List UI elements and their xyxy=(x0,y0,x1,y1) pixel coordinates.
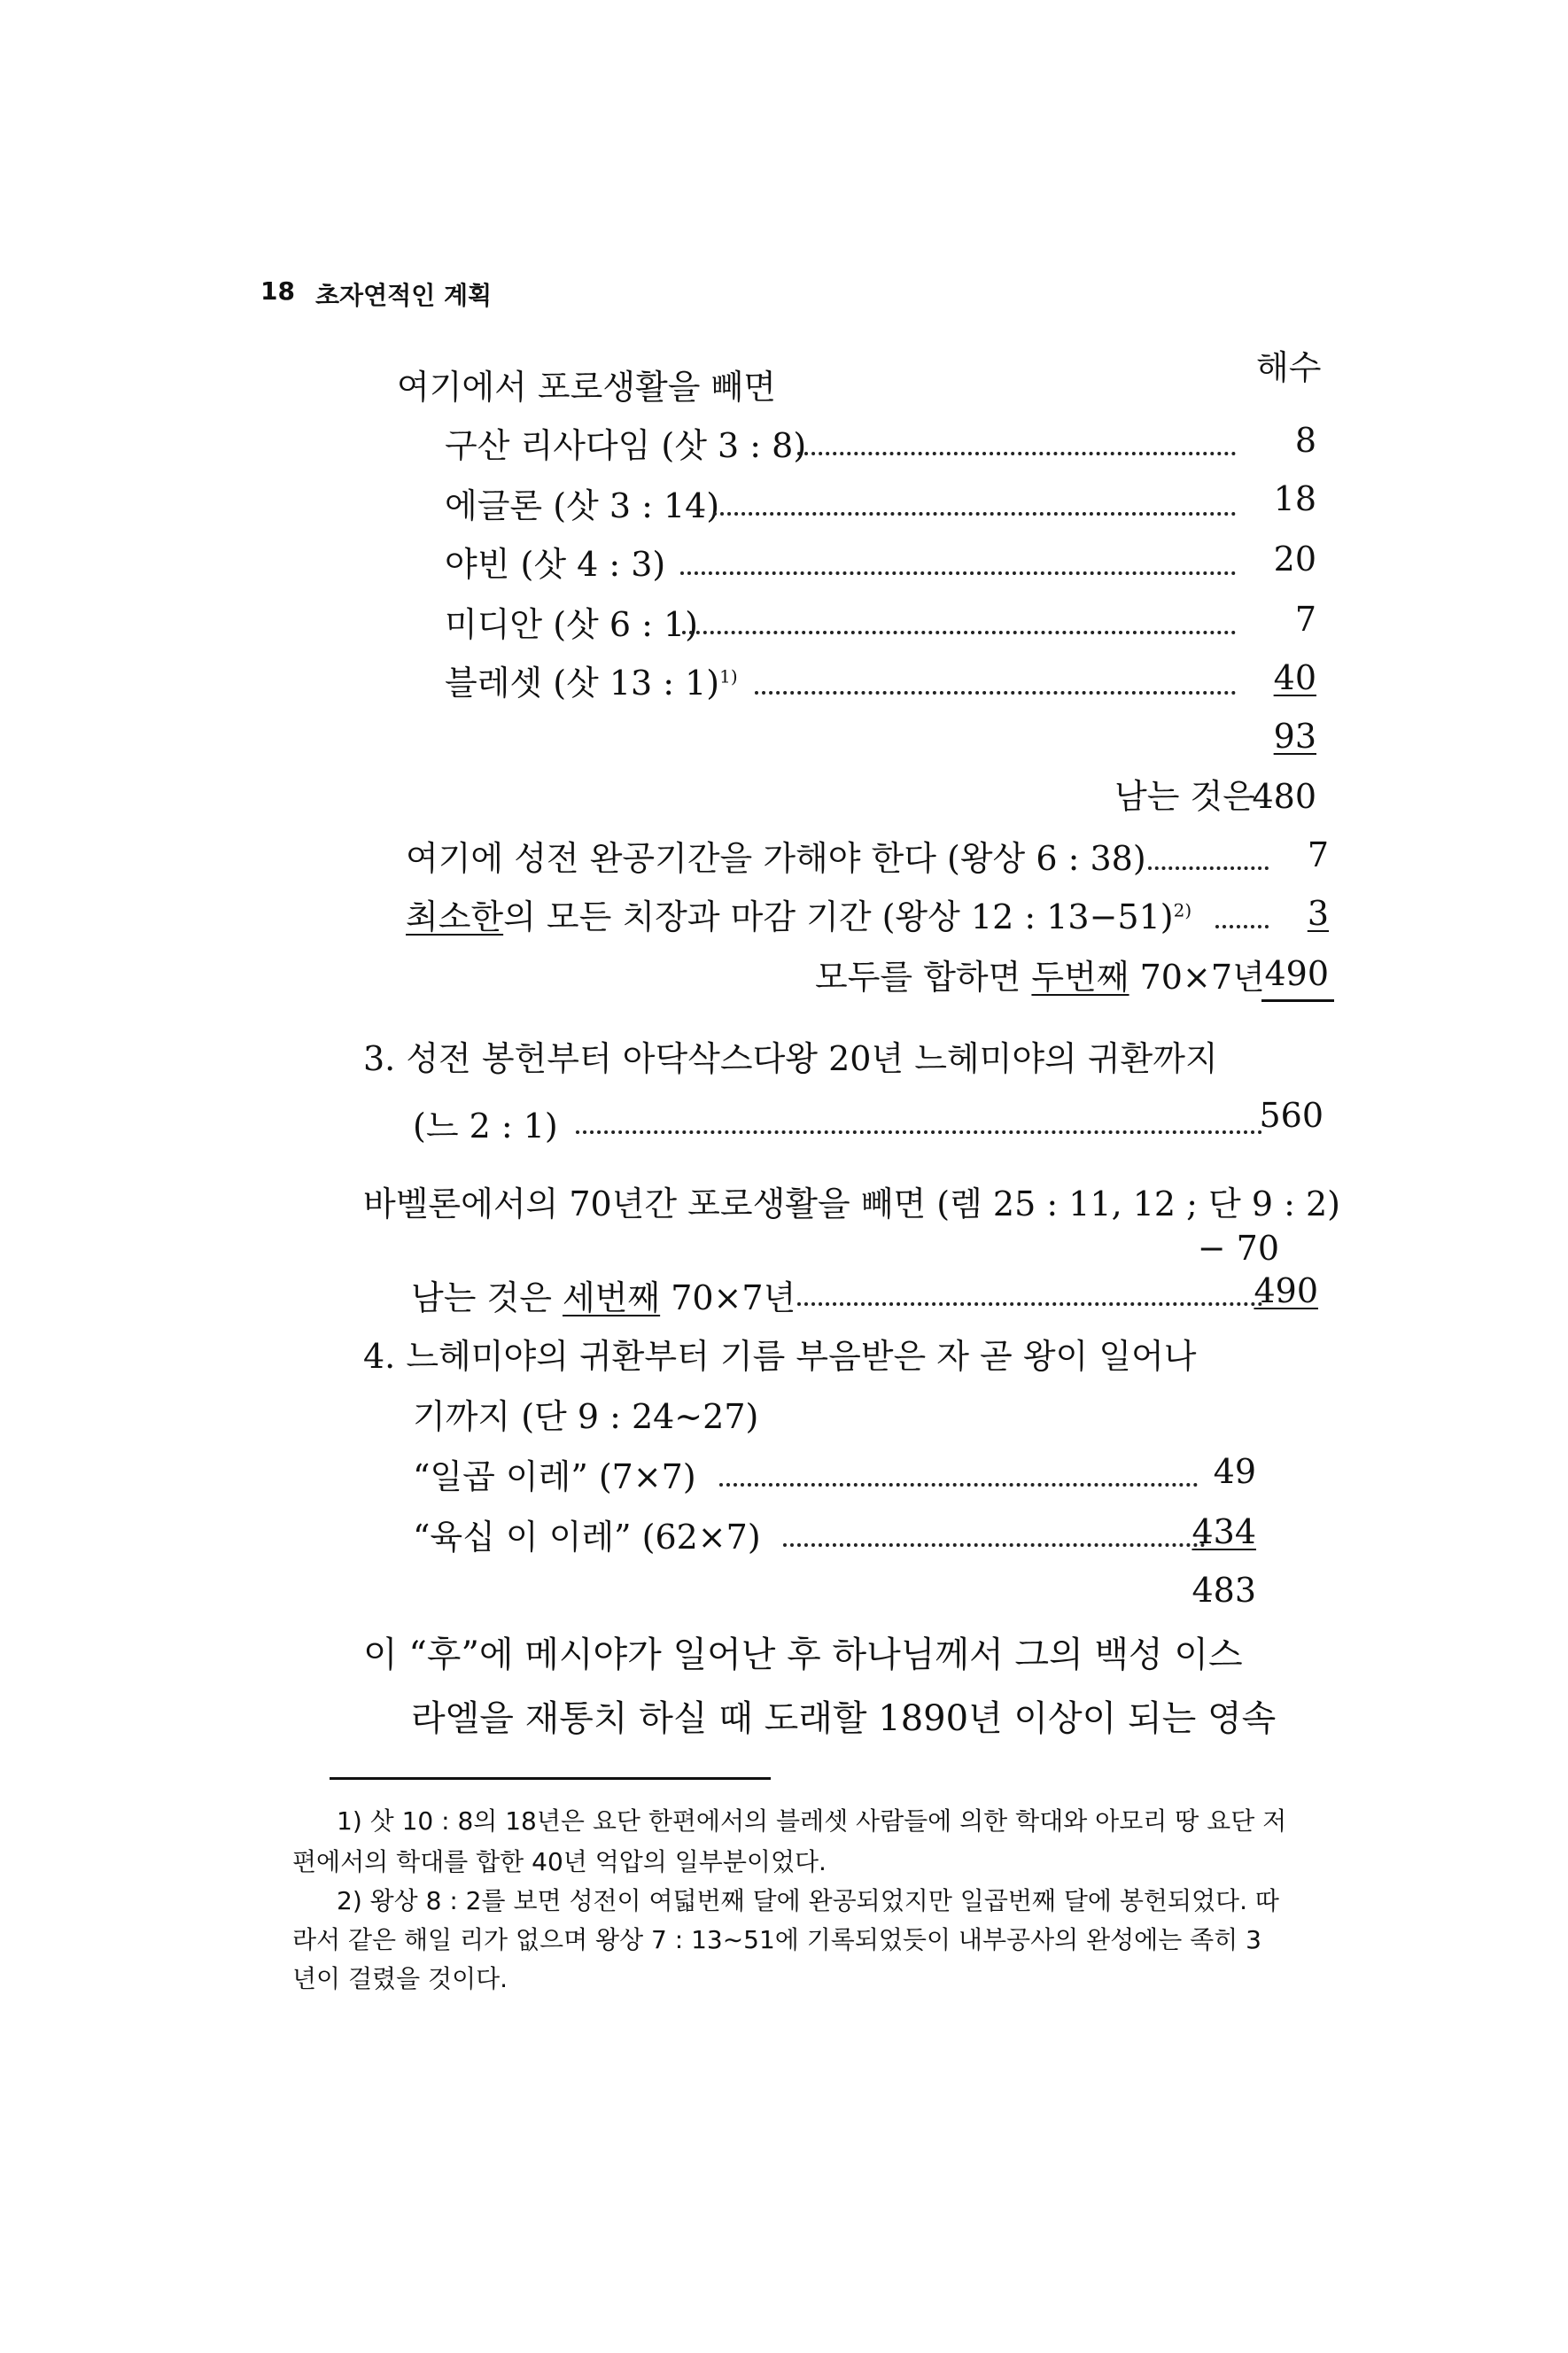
leader-dots xyxy=(576,1130,1262,1134)
leader-dots xyxy=(783,1543,1205,1547)
leader-dots xyxy=(682,631,1236,634)
leader-dots xyxy=(797,452,1236,455)
section3-remaining-value: 490 xyxy=(1254,1271,1318,1310)
footnote-2-cont: 년이 걸렸을 것이다. xyxy=(292,1964,508,1993)
add-finishing-value: 3 xyxy=(1307,894,1329,933)
section1-intro: 여기에서 포로생활을 빼면 xyxy=(397,368,776,407)
leader-dots xyxy=(1215,925,1269,928)
leader-dots xyxy=(1148,866,1269,870)
exile-value: − 70 xyxy=(1197,1229,1279,1268)
item-label: 미디안 (삿 6 : 1) xyxy=(445,605,698,644)
underlined-word: 두번째 xyxy=(1031,958,1129,997)
footnote-2: 2) 왕상 8 : 2를 보면 성전이 여덟번째 달에 완공되었지만 일곱번째 달에 봉헌되었다. 따 xyxy=(337,1886,1279,1915)
total-label-suffix: 70×7년 xyxy=(1129,958,1265,997)
section3-heading: 3. 성전 봉헌부터 아닥삭스다왕 20년 느헤미야의 귀환까지 xyxy=(363,1039,1218,1078)
add-temple-value: 7 xyxy=(1307,835,1329,874)
section3-remaining-label: 남는 것은 xyxy=(411,1278,563,1317)
section4-heading: 4. 느헤미야의 귀환부터 기름 부음받은 자 곧 왕이 일어나 xyxy=(363,1337,1197,1376)
underlined-word: 최소한 xyxy=(406,897,504,936)
add-temple-label: 여기에 성전 완공기간을 가해야 한다 (왕상 6 : 38) xyxy=(406,839,1146,878)
item-value: 20 xyxy=(1273,540,1316,579)
paragraph-line: 라엘을 재통치 하실 때 도래할 1890년 이상이 되는 영속 xyxy=(411,1698,1277,1739)
add-finishing-wrap xyxy=(406,897,1192,936)
leader-dots xyxy=(680,571,1236,575)
leader-dots xyxy=(713,512,1236,516)
section4-ref: 기까지 (단 9 : 24∼27) xyxy=(413,1397,759,1436)
remaining-value: 480 xyxy=(1252,777,1316,816)
footnote-ref: 1) xyxy=(719,665,738,687)
item-label: 블레셋 (삿 13 : 1) xyxy=(445,664,720,703)
item-value: 7 xyxy=(1294,600,1316,639)
column-header: 해수 xyxy=(1256,348,1322,387)
leader-dots xyxy=(755,691,1236,695)
total-label: 모두를 합하면 xyxy=(815,958,1032,997)
footnote-1-cont: 편에서의 학대를 합한 40년 억압의 일부분이었다. xyxy=(292,1847,827,1876)
item-value: 18 xyxy=(1273,479,1316,518)
item-label: 에글론 (삿 3 : 14) xyxy=(445,486,720,525)
remaining-label: 남는 것은 xyxy=(1114,777,1255,816)
subtotal: 93 xyxy=(1273,717,1316,756)
total-double-rule xyxy=(1261,999,1334,1002)
underlined-word: 세번째 xyxy=(563,1278,661,1317)
item-value: 434 xyxy=(1192,1512,1256,1551)
total-label-wrap xyxy=(815,958,1265,997)
footnote-separator xyxy=(330,1777,771,1780)
footnote-2-cont: 라서 같은 해일 리가 없으며 왕상 7 : 13∼51에 기록되었듯이 내부공사의 완성에는 족히 3 xyxy=(292,1925,1261,1954)
section3-value: 560 xyxy=(1259,1096,1323,1135)
footnote-ref: 2) xyxy=(1173,899,1192,921)
item-value: 49 xyxy=(1213,1452,1256,1491)
item-label: “육십 이 이레” (62×7) xyxy=(413,1518,761,1557)
page-number: 18 xyxy=(260,276,295,306)
section3-remaining-suffix: 70×7년 xyxy=(660,1278,796,1317)
running-title: 초자연적인 계획 xyxy=(315,281,493,310)
footnote-1: 1) 삿 10 : 8의 18년은 요단 한편에서의 블레셋 사람들에 의한 학대와 아모리 땅 요단 저 xyxy=(337,1806,1287,1836)
paragraph-line: 이 “후”에 메시야가 일어난 후 하나님께서 그의 백성 이스 xyxy=(363,1635,1243,1675)
item-value: 8 xyxy=(1294,421,1316,460)
exile-label: 바벨론에서의 70년간 포로생활을 빼면 (렘 25 : 11, 12 ; 단 9 : 2) xyxy=(363,1184,1340,1223)
item-label: “일곱 이레” (7×7) xyxy=(413,1457,696,1496)
leader-dots xyxy=(797,1302,1262,1306)
total-value: 490 xyxy=(1264,954,1329,993)
section4-total: 483 xyxy=(1192,1571,1256,1610)
leader-dots xyxy=(719,1483,1198,1487)
add-finishing-label: 의 모든 치장과 마감 기간 (왕상 12 : 13−51) xyxy=(503,897,1174,936)
item-label: 구산 리사다임 (삿 3 : 8) xyxy=(445,426,807,465)
item-label: 야빈 (삿 4 : 3) xyxy=(445,545,666,584)
item-value: 40 xyxy=(1273,658,1316,697)
item-label-wrap xyxy=(445,664,738,703)
section3-remaining-wrap xyxy=(411,1278,796,1317)
section3-ref: (느 2 : 1) xyxy=(413,1107,558,1145)
